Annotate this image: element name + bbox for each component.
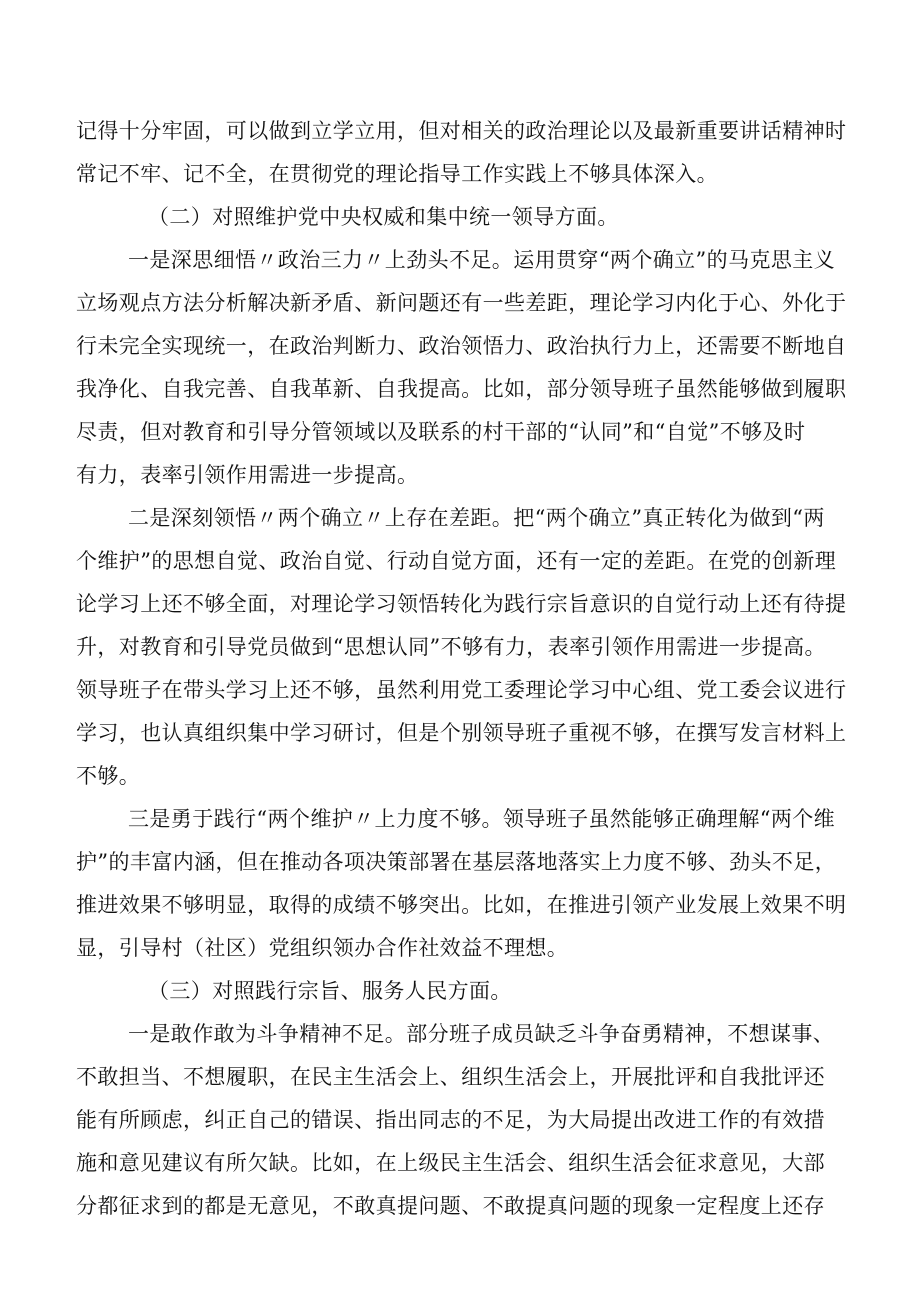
- text-line: 个维护”的思想自觉、政治自觉、行动自觉方面，还有一定的差距。在党的创新理: [76, 549, 837, 573]
- text-line: 能有所顾虑，纠正自己的错误、指出同志的不足，为大局提出改进工作的有效措: [76, 1108, 825, 1132]
- text-line: 行未完全实现统一，在政治判断力、政治领悟力、政治执行力上，还需要不断地自: [76, 334, 847, 358]
- section-heading: （二）对照维护党中央权威和集中统一领导方面。: [148, 205, 619, 229]
- text-line: 不够。: [76, 764, 141, 788]
- text-line: 二是深刻领悟〃两个确立〃上存在差距。把“两个确立”真正转化为做到“两: [128, 506, 825, 530]
- text-line: 尽责，但对教育和引导分管领域以及联系的村干部的“认同”和“自觉”不够及时: [76, 420, 806, 444]
- text-line: 我净化、自我完善、自我革新、自我提高。比如，部分领导班子虽然能够做到履职: [76, 377, 847, 401]
- text-line: 领导班子在带头学习上还不够，虽然利用党工委理论学习中心组、党工委会议进行: [76, 678, 847, 702]
- text-line: 升，对教育和引导党员做到“思想认同”不够有力，表率引领作用需进一步提高。: [76, 635, 826, 659]
- text-line: 常记不牢、记不全，在贯彻党的理论指导工作实践上不够具体深入。: [76, 162, 718, 186]
- text-line: 记得十分牢固，可以做到立学立用，但对相关的政治理论以及最新重要讲话精神时: [76, 119, 847, 143]
- text-line: 不敢担当、不想履职，在民主生活会上、组织生活会上，开展批评和自我批评还: [76, 1065, 825, 1089]
- text-line: 护”的丰富内涵，但在推动各项决策部署在基层落地落实上力度不够、劲头不足，: [76, 850, 837, 874]
- text-line: 三是勇于践行“两个维护〃上力度不够。领导班子虽然能够正确理解“两个维: [128, 807, 836, 831]
- section-heading: （三）对照践行宗旨、服务人民方面。: [148, 979, 512, 1003]
- text-line: 推进效果不够明显，取得的成绩不够突出。比如，在推进引领产业发展上效果不明: [76, 893, 847, 917]
- text-line: 一是深思细悟〃政治三力〃上劲头不足。运用贯穿“两个确立”的马克思主义: [128, 248, 836, 272]
- text-line: 一是敢作敢为斗争精神不足。部分班子成员缺乏斗争奋勇精神，不想谋事、: [128, 1022, 835, 1046]
- text-line: 学习，也认真组织集中学习研讨，但是个别领导班子重视不够，在撰写发言材料上: [76, 721, 847, 745]
- text-line: 论学习上还不够全面，对理论学习领悟转化为践行宗旨意识的自觉行动上还有待提: [76, 592, 847, 616]
- text-line: 分都征求到的都是无意见，不敢真提问题、不敢提真问题的现象一定程度上还存: [76, 1194, 825, 1218]
- text-line: 施和意见建议有所欠缺。比如，在上级民主生活会、组织生活会征求意见，大部: [76, 1151, 825, 1175]
- text-line: 有力，表率引领作用需进一步提高。: [76, 463, 419, 487]
- text-line: 显，引导村（社区）党组织领办合作社效益不理想。: [76, 936, 569, 960]
- text-line: 立场观点方法分析解决新矛盾、新问题还有一些差距，理论学习内化于心、外化于: [76, 291, 847, 315]
